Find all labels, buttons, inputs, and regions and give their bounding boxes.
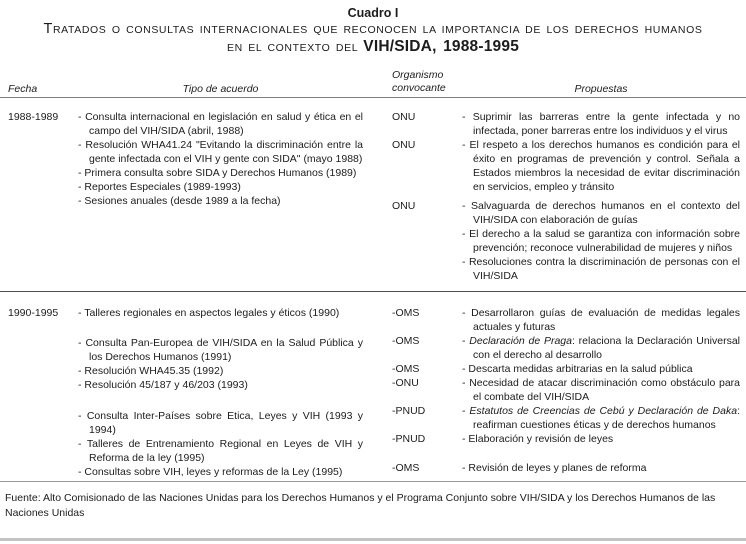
organismo-label: -OMS bbox=[392, 462, 420, 474]
propuesta-row bbox=[392, 306, 740, 334]
propuesta-row bbox=[392, 199, 740, 227]
propuesta-text: - Desarrollaron guías de evaluación de medidas legales actuales y futuras bbox=[462, 307, 740, 333]
tipo-item: - Resolución 45/187 y 46/203 (1993) bbox=[78, 379, 248, 391]
propuesta-row bbox=[392, 255, 740, 283]
tipo-list bbox=[78, 110, 363, 208]
propuesta-row bbox=[392, 227, 740, 255]
page-title-line2-strong: VIH/SIDA, 1988-1995 bbox=[363, 38, 520, 55]
header-tipo-de-acuerdo: Tipo de acuerdo bbox=[182, 83, 259, 95]
propuesta-text: - Estatutos de Creencias de Cebú y Declaración de Daka: reafirman cuestiones éticas y de derechos humanos bbox=[462, 405, 740, 431]
propuesta-text: - Suprimir las barreras entre la gente infectada y no infectada, poner barreras entre los individuos y el virus bbox=[462, 111, 740, 137]
propuesta-text: - Descarta medidas arbitrarias en la salud pública bbox=[462, 363, 693, 375]
organismo-label: -PNUD bbox=[392, 405, 426, 417]
propuesta-emphasis: Declaración de Praga bbox=[469, 335, 572, 347]
propuesta-row bbox=[392, 334, 740, 362]
propuesta-row bbox=[392, 110, 740, 138]
organismo-label: -PNUD bbox=[392, 433, 426, 445]
propuesta-text: - Elaboración y revisión de leyes bbox=[462, 433, 614, 445]
fecha-cell: 1990-1995 bbox=[8, 307, 59, 319]
propuestas-list bbox=[392, 110, 740, 283]
page-title-line2 bbox=[0, 38, 746, 57]
propuesta-text: - Resoluciones contra la discriminación de personas con el VIH/SIDA bbox=[462, 256, 740, 282]
page-title-line2-lead: EN EL CONTEXTO DEL bbox=[226, 42, 358, 54]
propuesta-text: - El respeto a los derechos humanos es condición para el éxito en programas de prevención y control. Señala a Estados miembros la necesidad de evitar discriminación en servicios, empleo y tránsito bbox=[462, 139, 740, 193]
table-kicker: Cuadro I bbox=[347, 6, 399, 20]
propuesta-row bbox=[392, 404, 740, 432]
organismo-label bbox=[392, 255, 462, 283]
tipo-item: - Resolución WHA45.35 (1992) bbox=[78, 365, 224, 377]
tipo-list bbox=[78, 306, 363, 479]
tipo-item: - Reportes Especiales (1989-1993) bbox=[78, 181, 241, 193]
propuesta-row bbox=[392, 432, 740, 446]
tipo-item: - Talleres regionales en aspectos legales y éticos (1990) bbox=[78, 307, 340, 319]
propuesta-text: - El derecho a la salud se garantiza con información sobre prevención; reconoce vulnerabilidad de mujeres y niños bbox=[462, 228, 740, 254]
organismo-label: -ONU bbox=[392, 377, 419, 389]
organismo-label: -OMS bbox=[392, 335, 420, 347]
propuesta-row bbox=[392, 362, 740, 376]
tipo-item: - Primera consulta sobre SIDA y Derechos Humanos (1989) bbox=[78, 167, 357, 179]
organismo-label: ONU bbox=[392, 200, 416, 212]
organismo-label: -OMS bbox=[392, 307, 420, 319]
propuesta-emphasis: Estatutos de Creencias de Cebú y Declaración de Daka bbox=[469, 405, 738, 417]
header-fecha: Fecha bbox=[8, 83, 38, 95]
propuestas-list bbox=[392, 306, 740, 475]
tipo-item: - Sesiones anuales (desde 1989 a la fecha) bbox=[78, 195, 281, 207]
tipo-item: - Talleres de Entrenamiento Regional en Leyes de VIH y Reforma de la ley (1995) bbox=[78, 438, 363, 464]
divider-header bbox=[0, 97, 746, 98]
organismo-label: ONU bbox=[392, 139, 416, 151]
tipo-item: - Consulta Inter-Países sobre Etica, Leyes y VIH (1993 y 1994) bbox=[78, 410, 363, 436]
tipo-item: - Consultas sobre VIH, leyes y reformas de la Ley (1995) bbox=[78, 466, 343, 478]
organismo-label: ONU bbox=[392, 111, 416, 123]
divider-sections bbox=[0, 291, 746, 292]
propuesta-text: - Necesidad de atacar discriminación como obstáculo para el combate del VIH/SIDA bbox=[462, 377, 741, 403]
organismo-label bbox=[392, 227, 462, 255]
tipo-item: - Resolución WHA41.24 "Evitando la discriminación entre la gente infectada con el VIH y gente con SIDA" (mayo 1988) bbox=[78, 139, 363, 165]
divider-footer bbox=[0, 481, 746, 482]
propuesta-text: - Declaración de Praga: relaciona la Declaración Universal con el derecho al desarrollo bbox=[462, 335, 740, 361]
bottom-rule bbox=[0, 538, 746, 541]
propuesta-text: - Revisión de leyes y planes de reforma bbox=[462, 462, 647, 474]
page-title-line1: TRATADOS O CONSULTAS INTERNACIONALES QUE RECONOCEN LA IMPORTANCIA DE LOS DERECHOS HUMANOS bbox=[43, 21, 703, 37]
header-propuestas: Propuestas bbox=[574, 83, 628, 95]
title-block bbox=[0, 6, 746, 57]
fecha-cell: 1988-1989 bbox=[8, 111, 59, 123]
propuesta-text: - Salvaguarda de derechos humanos en el contexto del VIH/SIDA con elaboración de guías bbox=[462, 200, 740, 226]
propuesta-row bbox=[392, 461, 740, 475]
propuesta-row bbox=[392, 138, 740, 194]
header-organismo-convocante: Organismo convocante bbox=[392, 69, 446, 94]
tipo-item: - Consulta internacional en legislación en salud y ética en el campo del VIH/SIDA (abril, 1988) bbox=[78, 111, 363, 137]
propuesta-row bbox=[392, 376, 740, 404]
organismo-label: -OMS bbox=[392, 363, 420, 375]
tipo-item: - Consulta Pan-Europea de VIH/SIDA en la Salud Pública y los Derechos Humanos (1991) bbox=[78, 337, 363, 363]
fuente-text: Fuente: Alto Comisionado de las Naciones Unidas para los Derechos Humanos y el Programa Conjunto sobre VIH/SIDA y los Derechos Humanos de las Naciones Unidas bbox=[5, 492, 716, 519]
